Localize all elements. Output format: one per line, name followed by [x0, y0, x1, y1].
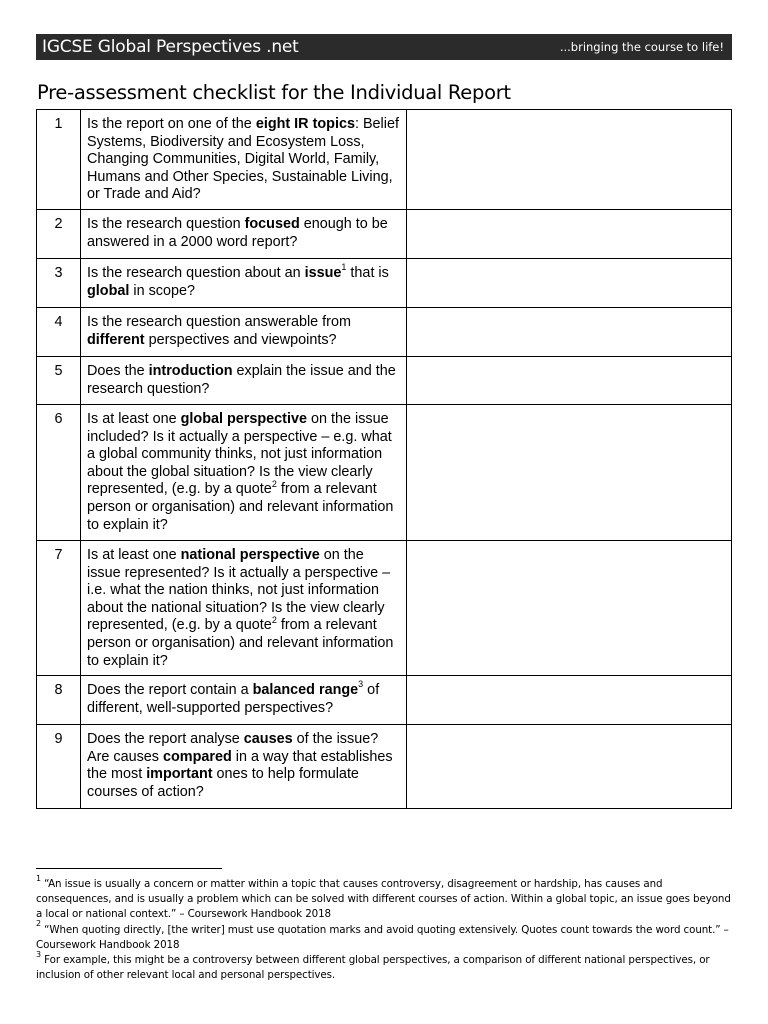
checklist-row	[37, 357, 732, 405]
item-question	[81, 541, 406, 670]
footnote-ref: 3	[358, 679, 364, 690]
item-number: 8	[54, 682, 63, 698]
footnote-divider	[36, 868, 222, 869]
question-text: explain the issue and the research question?	[87, 363, 396, 397]
question-emphasis: global perspective	[180, 411, 307, 427]
footnote-ref: 2	[271, 478, 277, 489]
question-text: Does the report contain a	[87, 682, 253, 698]
checklist-row	[37, 308, 732, 357]
page-title: Pre-assessment checklist for the Individual Report	[37, 81, 511, 104]
answer-cell[interactable]	[407, 541, 732, 676]
footnote-marker: 2	[36, 919, 41, 929]
item-number: 2	[54, 216, 63, 232]
footnotes	[36, 873, 736, 983]
footnote-ref: 2	[271, 614, 277, 625]
item-number: 3	[54, 265, 63, 281]
footnote	[36, 919, 736, 953]
question-text: : Belief Systems, Biodiversity and Ecosystem Loss, Changing Communities, Digital World, Family, Humans and Other Species, Sustainable Living, or Trade and Aid?	[87, 116, 399, 203]
question-text: Is the research question about an	[87, 265, 305, 281]
footnote	[36, 949, 736, 983]
question-text: Does the report analyse	[87, 731, 244, 747]
footnote-marker: 1	[36, 873, 41, 883]
question-text: perspectives and viewpoints?	[144, 331, 337, 348]
question-emphasis: different	[87, 331, 145, 348]
question-emphasis: issue	[304, 265, 342, 281]
question-text: Does the	[87, 363, 149, 379]
item-number: 4	[54, 314, 63, 330]
question-text: Is the research question answerable from	[87, 314, 351, 330]
answer-cell[interactable]	[407, 676, 732, 725]
question-emphasis: global	[87, 282, 130, 299]
item-question	[81, 725, 406, 801]
question-emphasis: eight IR topics	[255, 116, 355, 132]
question-text: on the issue included? Is it actually a perspective – e.g. what a global community thinks, not just information about the global situation? Is the view clearly represented, (e.g. by a quote	[87, 411, 392, 498]
site-name: IGCSE Global Perspectives .net	[42, 37, 299, 57]
checklist-row	[37, 110, 732, 210]
answer-cell[interactable]	[407, 357, 732, 405]
site-tagline: ...bringing the course to life!	[559, 40, 724, 54]
question-text: Is at least one	[87, 547, 181, 563]
item-question	[81, 110, 406, 204]
footnote-ref: 1	[341, 262, 347, 273]
item-number: 6	[54, 411, 63, 427]
question-text: ones to help formulate courses of action?	[87, 766, 359, 800]
item-question	[81, 676, 406, 717]
item-number: 9	[54, 731, 63, 747]
question-text: Is at least one	[87, 411, 181, 427]
question-text: on the issue represented? Is it actually a perspective – i.e. what the nation thinks, not just information about the national situation? Is the view clearly represented, (e.g. by a quote	[87, 547, 391, 634]
question-text: from a relevant person or organisation) and relevant information to explain it?	[87, 617, 394, 669]
question-text: Is the report on one of the	[87, 116, 256, 132]
checklist-row	[37, 725, 732, 809]
footnote-text: “An issue is usually a concern or matter within a topic that causes controversy, disagreement or hardship, has causes and consequences, and is usually a problem which can be solved with different courses of action. Within a global topic, an issue goes beyond a local or national context.” – Coursework Handbook 2018	[36, 878, 731, 921]
question-text: that is	[346, 265, 389, 281]
answer-cell[interactable]	[407, 210, 732, 259]
site-header	[36, 34, 732, 60]
item-question	[81, 259, 406, 300]
question-emphasis: introduction	[148, 363, 233, 379]
checklist-row	[37, 541, 732, 676]
item-number: 1	[54, 116, 63, 132]
question-emphasis: causes	[243, 731, 293, 747]
question-text: from a relevant person or organisation) and relevant information to explain it?	[87, 481, 394, 533]
answer-cell[interactable]	[407, 725, 732, 809]
item-question	[81, 357, 406, 398]
checklist-row	[37, 405, 732, 541]
item-question	[81, 210, 406, 251]
item-number: 7	[54, 547, 63, 563]
footnote-text: “When quoting directly, [the writer] must use quotation marks and avoid quoting extensively. Quotes count towards the word count.” – Coursework Handbook 2018	[36, 923, 729, 951]
answer-cell[interactable]	[407, 405, 732, 541]
question-emphasis: national perspective	[180, 547, 320, 563]
checklist-row	[37, 676, 732, 725]
item-question	[81, 405, 406, 534]
question-emphasis: compared	[163, 748, 232, 765]
checklist-row	[37, 259, 732, 308]
question-text: of different, well-supported perspectives?	[87, 682, 380, 716]
item-number: 5	[54, 363, 63, 379]
question-text: enough to be answered in a 2000 word report?	[87, 216, 388, 250]
footnote-text: For example, this might be a controversy between different global perspectives, a comparison of different national perspectives, or inclusion of other relevant local and personal perspectives.	[36, 954, 710, 982]
question-emphasis: focused	[244, 216, 300, 232]
item-question	[81, 308, 406, 349]
answer-cell[interactable]	[407, 308, 732, 357]
checklist-table	[36, 109, 732, 809]
footnote-marker: 3	[36, 949, 41, 959]
question-text: of the issue? Are causes	[87, 731, 379, 765]
question-text: Is the research question	[87, 216, 245, 232]
checklist-row	[37, 210, 732, 259]
footnote	[36, 873, 736, 923]
question-emphasis: balanced range	[252, 682, 359, 698]
question-text: in scope?	[129, 282, 195, 299]
question-emphasis: important	[146, 766, 213, 783]
answer-cell[interactable]	[407, 110, 732, 210]
question-text: in a way that establishes the most	[87, 748, 393, 783]
answer-cell[interactable]	[407, 259, 732, 308]
